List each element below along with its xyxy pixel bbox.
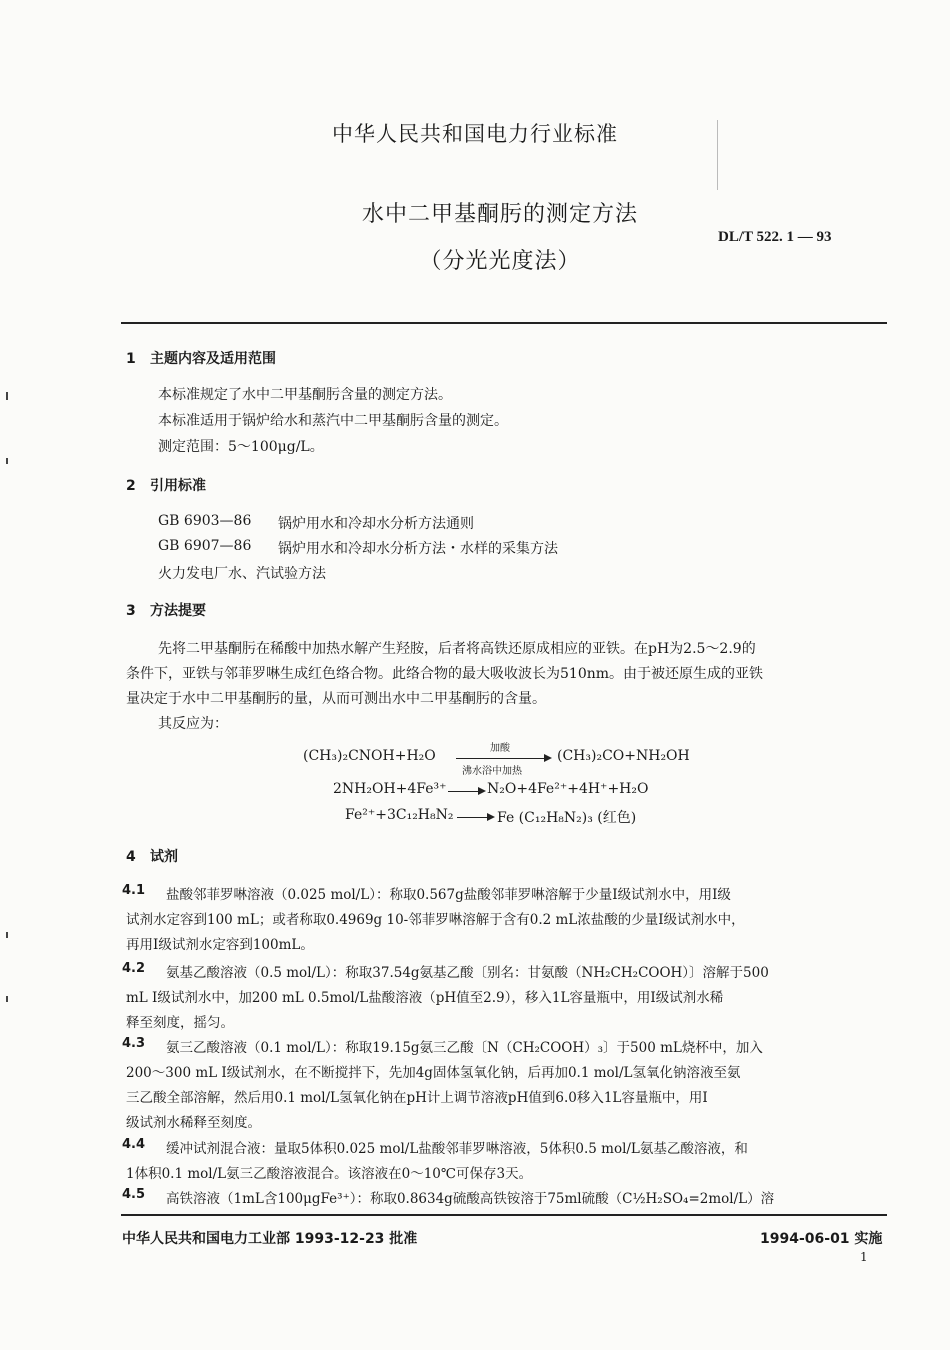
footer-rule (121, 1214, 887, 1216)
item-line: 高铁溶液（1mL含100μgFe³⁺）：称取0.8634g硫酸高铁铵溶于75ml硫酸（C½H₂SO₄=2mol/L）溶 (166, 1191, 775, 1207)
item-line: 再用Ⅰ级试剂水定容到100mL。 (126, 937, 314, 953)
reaction-arrow (457, 817, 487, 818)
document-subtitle: （分光光度法） (419, 249, 581, 274)
item-line: 试剂水定容到100 mL；或者称取0.4969g 10-邻菲罗啉溶解于含有0.2 mL浓盐酸的少量Ⅰ级试剂水中， (126, 912, 745, 928)
reference-extra: 火力发电厂水、汽试验方法 (158, 566, 326, 582)
equation-1-reactants: (CH₃)₂CNOH+H₂O (303, 748, 436, 764)
scan-mark (6, 932, 8, 938)
arrow-head-icon (544, 754, 552, 762)
section-number: 2 (126, 478, 136, 494)
document-title: 水中二甲基酮肟的测定方法 (361, 202, 638, 227)
section-4-heading (126, 846, 178, 866)
paragraph-line: 本标准规定了水中二甲基酮肟含量的测定方法。 (158, 387, 452, 403)
reaction-intro: 其反应为： (158, 716, 228, 732)
item-line: 三乙酸全部溶解，然后用0.1 mol/L氢氧化钠在pH计上调节溶液pH值到6.0移入1L容量瓶中，用Ⅰ (126, 1090, 708, 1106)
equation-1-condition-above: 加酸 (490, 743, 510, 754)
item-number: 4.5 (122, 1187, 146, 1202)
item-number: 4.1 (122, 883, 146, 898)
paragraph-line: 条件下，亚铁与邻菲罗啉生成红色络合物。此络合物的最大吸收波长为510nm。由于被还原生成的亚铁 (126, 666, 764, 682)
equation-1-condition-below: 沸水浴中加热 (462, 766, 522, 777)
item-number: 4.2 (122, 961, 146, 976)
item-line: 1体积0.1 mol/L氨三乙酸溶液混合。该溶液在0～10℃可保存3天。 (126, 1166, 533, 1182)
arrow-head-icon (487, 813, 495, 821)
equation-3-reactants: Fe²⁺+3C₁₂H₈N₂ (345, 807, 454, 823)
paragraph-line: 量决定于水中二甲基酮肟的量，从而可测出水中二甲基酮肟的含量。 (126, 691, 546, 707)
item-line: mL Ⅰ级试剂水中，加200 mL 0.5mol/L盐酸溶液（pH值至2.9），移入1L容量瓶中，用Ⅰ级试剂水稀 (126, 990, 724, 1006)
scan-mark (717, 120, 718, 190)
section-number: 1 (126, 351, 136, 367)
item-line: 氨三乙酸溶液（0.1 mol/L）：称取19.15g氨三乙酸〔N（CH₂COOH）₃〕于500 mL烧杯中，加入 (166, 1040, 763, 1056)
item-line: 级试剂水稀释至刻度。 (126, 1115, 261, 1131)
section-title: 主题内容及适用范围 (150, 351, 276, 367)
section-title: 试剂 (150, 849, 178, 865)
paragraph-line: 先将二甲基酮肟在稀酸中加热水解产生羟胺，后者将高铁还原成相应的亚铁。在pH为2.5～2.9的 (158, 641, 756, 657)
equation-3-products: Fe (C₁₂H₈N₂)₃ (红色) (497, 810, 637, 826)
reference-title: 锅炉用水和冷却水分析方法通则 (278, 516, 474, 532)
section-2-heading (126, 475, 206, 495)
reference-code: GB 6903—86 (158, 513, 252, 529)
item-number: 4.3 (122, 1036, 146, 1051)
section-number: 3 (126, 603, 136, 619)
scan-mark (6, 996, 8, 1002)
item-line: 氨基乙酸溶液（0.5 mol/L）：称取37.54g氨基乙酸〔别名：甘氨酸（NH₂CH₂COOH）〕溶解于500 (166, 965, 769, 981)
item-line: 盐酸邻菲罗啉溶液（0.025 mol/L）：称取0.567g盐酸邻菲罗啉溶解于少量Ⅰ级试剂水中，用Ⅰ级 (166, 887, 731, 903)
item-line: 释至刻度，摇匀。 (126, 1015, 234, 1031)
item-number: 4.4 (122, 1137, 146, 1152)
equation-2-reactants: 2NH₂OH+4Fe³⁺ (333, 781, 447, 797)
reaction-arrow (456, 758, 544, 759)
title-divider (121, 322, 887, 324)
effective-date: 1994-06-01 实施 (760, 1231, 883, 1247)
arrow-head-icon (478, 787, 486, 795)
reference-code: GB 6907—86 (158, 538, 252, 554)
equation-2-products: N₂O+4Fe²⁺+4H⁺+H₂O (487, 781, 649, 797)
section-3-heading (126, 600, 206, 620)
section-title: 方法提要 (150, 603, 206, 619)
approval-note: 中华人民共和国电力工业部 1993-12-23 批准 (122, 1231, 418, 1247)
reference-title: 锅炉用水和冷却水分析方法・水样的采集方法 (278, 541, 558, 557)
reaction-arrow (448, 791, 478, 792)
equation-1-products: (CH₃)₂CO+NH₂OH (557, 748, 690, 764)
item-line: 200～300 mL Ⅰ级试剂水，在不断搅拌下，先加4g固体氢氧化钠，后再加0.1 mol/L氢氧化钠溶液至氨 (126, 1065, 741, 1081)
section-1-heading (126, 348, 276, 368)
issuing-organization: 中华人民共和国电力行业标准 (332, 122, 618, 146)
scan-mark (6, 458, 8, 464)
paragraph-line: 本标准适用于锅炉给水和蒸汽中二甲基酮肟含量的测定。 (158, 413, 508, 429)
section-number: 4 (126, 849, 136, 865)
item-line: 缓冲试剂混合液：量取5体积0.025 mol/L盐酸邻菲罗啉溶液，5体积0.5 mol/L氨基乙酸溶液，和 (166, 1141, 748, 1157)
scan-mark (6, 392, 8, 400)
page-number: 1 (860, 1250, 868, 1264)
standard-code: DL/T 522. 1 — 93 (718, 229, 832, 245)
paragraph-line: 测定范围：5～100μg/L。 (158, 439, 324, 455)
section-title: 引用标准 (150, 478, 206, 494)
